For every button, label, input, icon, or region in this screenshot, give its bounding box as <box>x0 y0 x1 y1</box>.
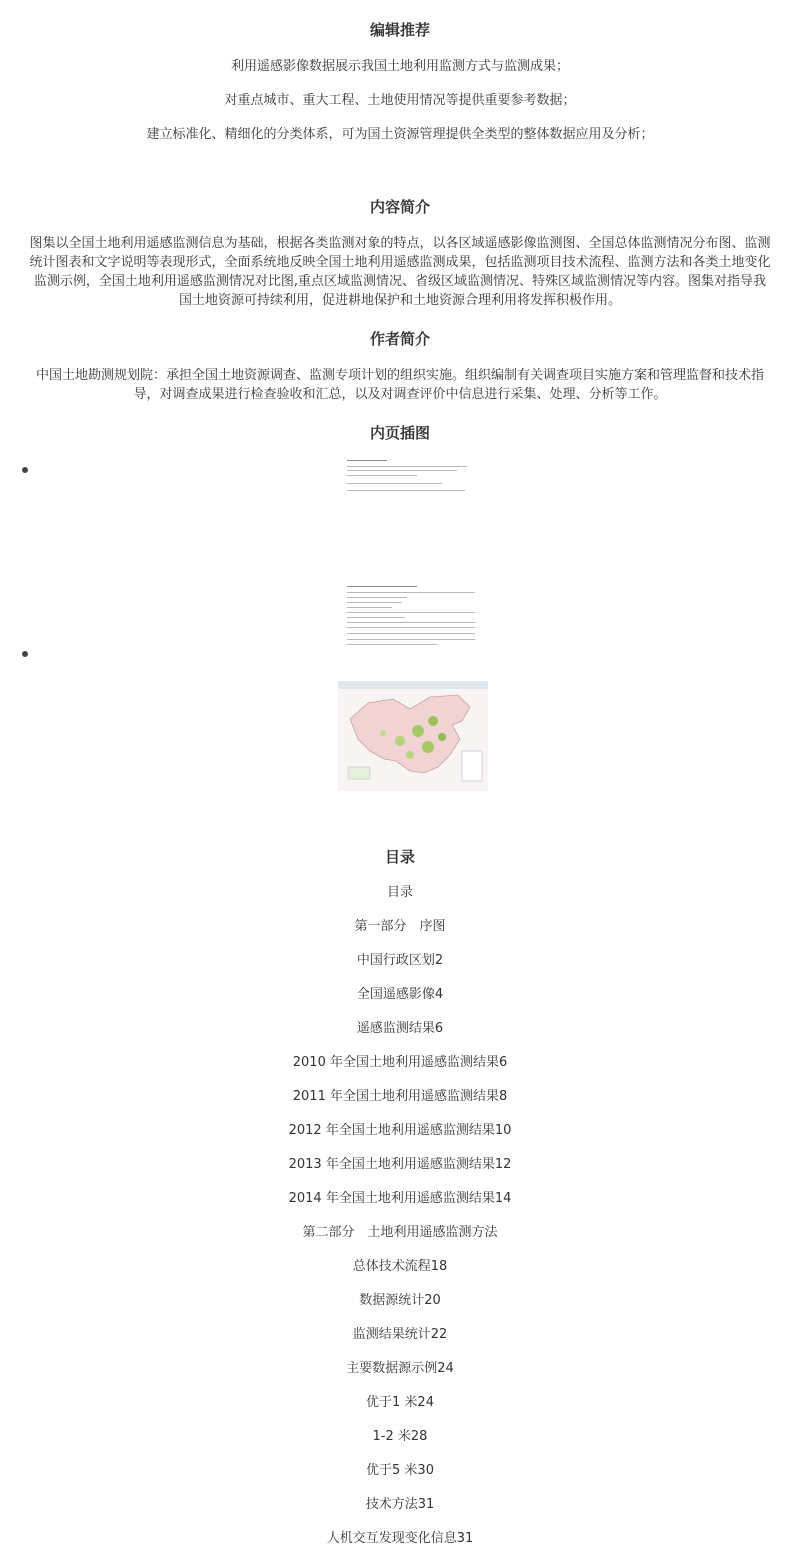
toc-item: 2013 年全国土地利用遥感监测结果12 <box>288 1157 512 1172</box>
list-bullet <box>22 651 28 657</box>
editor-recommendation-title: 编辑推荐 <box>369 21 430 39</box>
toc-item: 人机交互发现变化信息31 <box>326 1531 474 1546</box>
illustrations-title: 内页插图 <box>369 424 430 442</box>
toc-item: 数据源统计20 <box>359 1293 441 1308</box>
intro-line-4: 国土地资源可持续利用，促进耕地保护和土地资源合理利用将发挥积极作用。 <box>178 293 621 308</box>
toc-item: 目录 <box>386 885 413 900</box>
toc-item: 1-2 米28 <box>372 1429 428 1444</box>
toc-item: 总体技术流程18 <box>352 1259 448 1274</box>
toc-item: 监测结果统计22 <box>352 1327 448 1342</box>
editor-line-1: 利用遥感影像数据展示我国土地利用监测方式与监测成果； <box>230 59 569 74</box>
toc-item: 全国遥感影像4 <box>356 987 444 1002</box>
list-bullet <box>22 467 28 473</box>
toc-item: 2011 年全国土地利用遥感监测结果8 <box>292 1089 508 1104</box>
intro-line-2: 统计图表和文字说明等表现形式，全面系统地反映全国土地利用遥感监测成果，包括监测项目技术流程、监测方法和各类土地变化 <box>29 255 771 270</box>
content-intro-title: 内容简介 <box>369 198 430 216</box>
toc-item: 遥感监测结果6 <box>356 1021 444 1036</box>
author-line-1: 中国土地勘测规划院：承担全国土地资源调查、监测专项计划的组织实施。组织编制有关调查项目实施方案和管理监督和技术指 <box>35 368 764 383</box>
intro-line-3: 监测示例，全国土地利用遥感监测情况对比图,重点区域监测情况、省级区域监测情况、特殊区域监测情况等内容。图集对指导我 <box>33 274 767 289</box>
author-line-2: 导，对调查成果进行检查验收和汇总，以及对调查评价中信息进行采集、处理、分析等工作。 <box>133 387 667 402</box>
editor-line-3: 建立标准化、精细化的分类体系，可为国土资源管理提供全类型的整体数据应用及分析； <box>146 127 654 142</box>
china-map-image[interactable] <box>338 681 488 791</box>
toc-item: 优于1 米24 <box>366 1395 434 1410</box>
page-image-1[interactable] <box>343 457 483 517</box>
toc-title: 目录 <box>384 848 415 866</box>
toc-item: 优于5 米30 <box>366 1463 434 1478</box>
toc-item: 中国行政区划2 <box>356 953 444 968</box>
page-image-2[interactable] <box>345 583 480 653</box>
toc-item: 主要数据源示例24 <box>346 1361 454 1376</box>
toc-item: 第二部分 土地利用遥感监测方法 <box>302 1225 498 1240</box>
toc-item: 技术方法31 <box>365 1497 435 1512</box>
toc-item: 2010 年全国土地利用遥感监测结果6 <box>292 1055 508 1070</box>
toc-item: 2014 年全国土地利用遥感监测结果14 <box>288 1191 512 1206</box>
author-intro-title: 作者简介 <box>369 330 430 348</box>
intro-line-1: 图集以全国土地利用遥感监测信息为基础，根据各类监测对象的特点，以各区域遥感影像监测图、全国总体监测情况分布图、监测 <box>29 236 771 251</box>
toc-item: 2012 年全国土地利用遥感监测结果10 <box>288 1123 512 1138</box>
toc-item: 第一部分 序图 <box>354 919 446 934</box>
editor-line-2: 对重点城市、重大工程、土地使用情况等提供重要参考数据； <box>224 93 576 108</box>
